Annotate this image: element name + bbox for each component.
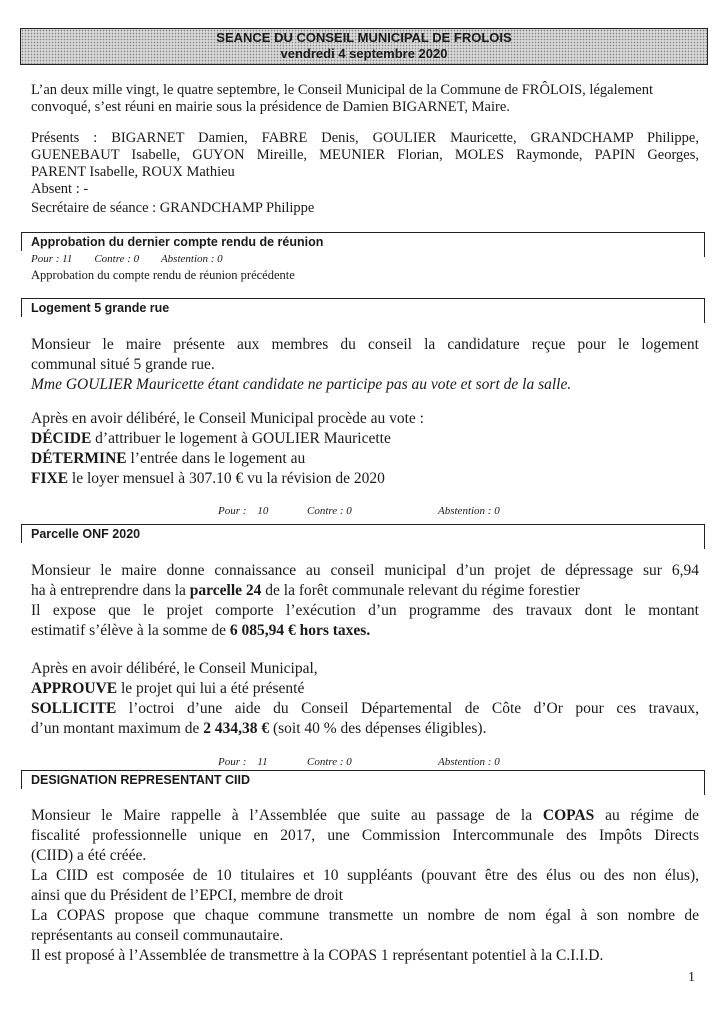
vote-abstention: Abstention : 0: [438, 505, 500, 517]
vote-tally: Pour : 11 Contre : 0 Abstention : 0: [31, 253, 223, 265]
text-line: Après en avoir délibéré, le Conseil Municipal,: [31, 660, 318, 677]
decide-line: [31, 429, 699, 449]
absent-line: Absent : -: [31, 181, 89, 197]
text-line: Après en avoir délibéré, le Conseil Municipal procède au vote :: [31, 410, 424, 427]
text-line: fiscalité professionnelle unique en 2017, une Commission Intercommunale des Impôts Directs: [31, 827, 699, 844]
ciid-paragraph: [31, 806, 699, 966]
parcelle-paragraph: [31, 561, 699, 641]
text-line: d’un montant maximum de 2 434,38 € (soit 40 % des dépenses éligibles).: [31, 720, 487, 737]
text-line: (CIID) a été créée.: [31, 847, 147, 864]
intro-line: L’an deux mille vingt, le quatre septembre, le Conseil Municipal de la Commune de FRÔLOIS, légalement: [31, 82, 654, 98]
section-title: Approbation du dernier compte rendu de réunion: [31, 235, 324, 249]
vote-abstention: Abstention : 0: [438, 756, 500, 768]
vote-pour: Pour : 11: [218, 756, 268, 768]
vote-contre: Contre : 0: [307, 756, 352, 768]
text-line: Il expose que le projet comporte l’exécution d’un programme des travaux dont le montant: [31, 602, 699, 619]
section-title: Parcelle ONF 2020: [31, 527, 141, 541]
section-header-parcelle: [21, 524, 705, 543]
decision-text: le loyer mensuel à 307.10 € vu la révision de 2020: [68, 470, 385, 487]
present-line: PARENT Isabelle, ROUX Mathieu: [31, 164, 235, 180]
vote-pour: Pour : 10: [218, 505, 269, 517]
decision-text: d’attribuer le logement à GOULIER Mauricette: [91, 430, 391, 447]
parcelle-decision: [31, 659, 699, 739]
page-number: 1: [688, 970, 695, 985]
header-date: vendredi 4 septembre 2020: [280, 46, 448, 61]
session-header: [20, 28, 708, 65]
section-header-approbation: [21, 232, 705, 251]
fixe-line: [31, 469, 699, 489]
section-title: Logement 5 grande rue: [31, 301, 170, 315]
text-line: Il est proposé à l’Assemblée de transmettre à la COPAS 1 représentant potentiel à la C.I.I.D.: [31, 947, 604, 964]
header-title: SEANCE DU CONSEIL MUNICIPAL DE FROLOIS: [216, 30, 512, 45]
text-line: estimatif s’élève à la somme de 6 085,94 € hors taxes.: [31, 622, 371, 639]
text-line: La CIID est composée de 10 titulaires et 10 suppléants (pouvant être des élus ou des non élus),: [31, 867, 699, 884]
text-line: ainsi que du Président de l’EPCI, membre de droit: [31, 887, 344, 904]
section-header-logement: [21, 298, 705, 317]
text-line: Monsieur le maire présente aux membres du conseil la candidature reçue pour le logement: [31, 336, 699, 353]
approuve-line: APPROUVE le projet qui lui a été présenté: [31, 680, 305, 697]
determine-line: [31, 449, 699, 469]
decision-text: l’entrée dans le logement au: [126, 450, 306, 467]
section-title: DESIGNATION REPRESENTANT CIID: [31, 773, 250, 787]
text-line: Monsieur le Maire rappelle à l’Assemblée que suite au passage de la COPAS au régime de: [31, 807, 699, 824]
text-line: Monsieur le maire donne connaissance au conseil municipal d’un projet de dépressage sur 6,94: [31, 562, 699, 579]
logement-decision: [31, 409, 699, 489]
keyword: SOLLICITE: [31, 700, 117, 717]
sollicite-line: SOLLICITE l’octroi d’une aide du Conseil Départemental de Côte d’Or pour ces travaux,: [31, 700, 699, 717]
text-line: représentants au conseil communautaire.: [31, 927, 284, 944]
logement-paragraph: [31, 335, 699, 395]
text-line: Mme GOULIER Mauricette étant candidate ne participe pas au vote et sort de la salle.: [31, 376, 572, 393]
text-line: La COPAS propose que chaque commune transmette un nombre de nom égal à son nombre de: [31, 907, 699, 924]
intro-line: convoqué, s’est réuni en mairie sous la présidence de Damien BIGARNET, Maire.: [31, 99, 510, 115]
keyword: DÉCIDE: [31, 430, 92, 447]
intro-paragraph: [31, 82, 699, 116]
present-line: Présents : BIGARNET Damien, FABRE Denis, GOULIER Mauricette, GRANDCHAMP Philippe,: [31, 130, 699, 146]
vote-contre: Contre : 0: [307, 505, 352, 517]
approbation-text: Approbation du compte rendu de réunion précédente: [31, 268, 295, 282]
keyword: DÉTERMINE: [31, 450, 127, 467]
text-line: ha à entreprendre dans la parcelle 24 de la forêt communale relevant du régime forestier: [31, 582, 580, 599]
section-header-ciid: [21, 770, 705, 789]
text-line: communal situé 5 grande rue.: [31, 356, 215, 373]
keyword: APPROUVE: [31, 680, 118, 697]
secretary-line: Secrétaire de séance : GRANDCHAMP Philippe: [31, 200, 315, 216]
keyword: FIXE: [31, 470, 69, 487]
attendance-block: [31, 130, 699, 217]
present-line: GUENEBAUT Isabelle, GUYON Mireille, MEUNIER Florian, MOLES Raymonde, PAPIN Georges,: [31, 147, 699, 163]
